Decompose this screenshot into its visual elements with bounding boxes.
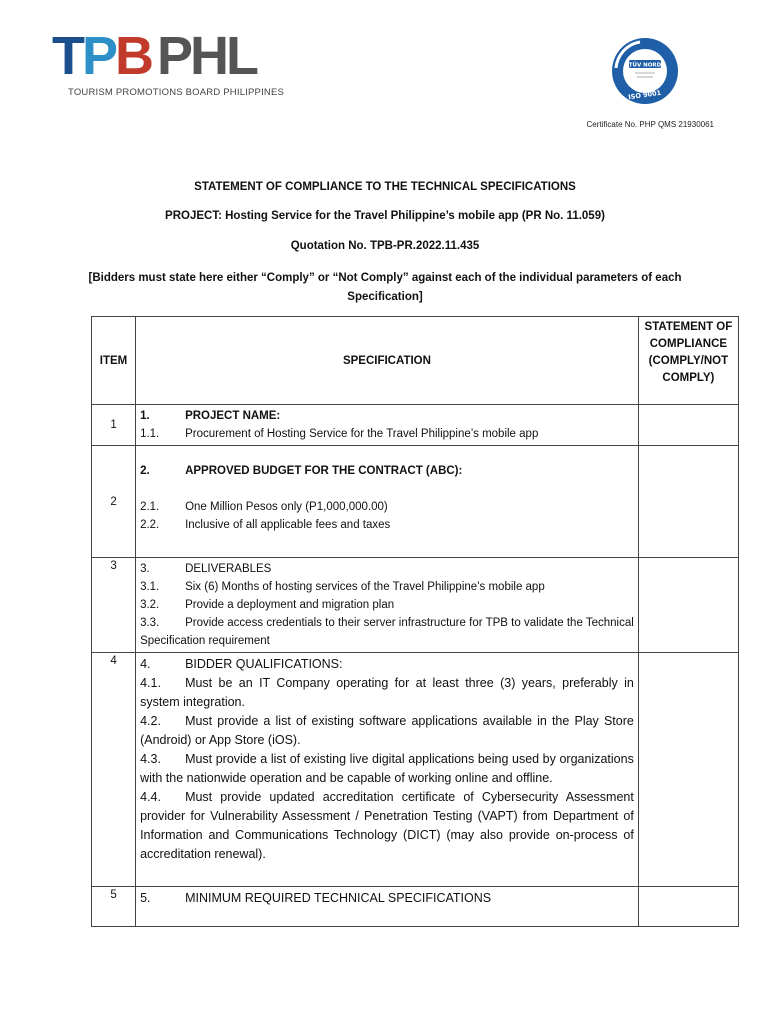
row-item-number bbox=[92, 653, 136, 887]
header-compliance-text: STATEMENT OF COMPLIANCE (COMPLY/NOT COMPLY) bbox=[644, 321, 733, 384]
spec-line-number: 2.1. bbox=[140, 501, 160, 513]
table-row bbox=[92, 887, 739, 927]
row-specification bbox=[136, 558, 639, 653]
tpb-logo bbox=[52, 26, 292, 110]
row-item-number bbox=[92, 405, 136, 446]
bidder-instruction-text: [Bidders must state here either “Comply” or “Not Comply” against each of the individual parameters of each Specification] bbox=[88, 272, 682, 303]
logo-letter-b: B bbox=[115, 26, 152, 86]
item-number: 5 bbox=[110, 889, 117, 901]
logo-word: PHL bbox=[157, 26, 257, 86]
spec-line bbox=[140, 462, 634, 480]
item-number: 3 bbox=[110, 560, 117, 572]
row-item-number bbox=[92, 558, 136, 653]
spec-line-text: Must provide updated accreditation certificate of Cybersecurity Assessment provider for Vulnerability Assessment / Penetration Testing (VAPT) from Department of Information and Communications Technology (DICT) (may also provide on-process of accreditation renewal). bbox=[140, 790, 634, 861]
certificate-number: Certificate No. PHP QMS 21930061 bbox=[586, 120, 714, 129]
spec-line bbox=[140, 425, 634, 443]
bidder-instruction bbox=[0, 269, 770, 307]
compliance-cell[interactable] bbox=[638, 558, 738, 653]
project-title: PROJECT: Hosting Service for the Travel Philippine’s mobile app (PR No. 11.059) bbox=[165, 210, 605, 222]
spec-line-number: 4.1. bbox=[140, 676, 161, 690]
spec-line bbox=[140, 596, 634, 614]
spec-line-number: 4. bbox=[140, 657, 151, 671]
spec-line bbox=[140, 712, 634, 750]
spec-line-number: 2.2. bbox=[140, 519, 160, 531]
spec-line-text: Inclusive of all applicable fees and taxes bbox=[185, 519, 391, 531]
spec-line-text: One Million Pesos only (P1,000,000.00) bbox=[185, 501, 388, 513]
row-specification bbox=[136, 653, 639, 887]
compliance-cell[interactable] bbox=[638, 405, 738, 446]
spec-line-number: 3.1. bbox=[140, 581, 160, 593]
spec-line-text: BIDDER QUALIFICATIONS: bbox=[185, 657, 343, 671]
header-specification: SPECIFICATION bbox=[136, 317, 639, 405]
row-specification bbox=[136, 446, 639, 558]
compliance-cell[interactable] bbox=[638, 446, 738, 558]
quotation-number: Quotation No. TPB-PR.2022.11.435 bbox=[290, 240, 480, 252]
spec-line bbox=[140, 614, 634, 650]
spec-line-text: DELIVERABLES bbox=[185, 563, 272, 575]
spec-line bbox=[140, 560, 634, 578]
row-item-number bbox=[92, 446, 136, 558]
compliance-cell[interactable] bbox=[638, 887, 738, 927]
item-number: 1 bbox=[110, 419, 117, 431]
spec-line-text: Six (6) Months of hosting services of the Travel Philippine’s mobile app bbox=[185, 581, 545, 593]
spec-line-number: 4.2. bbox=[140, 714, 161, 728]
spec-line bbox=[140, 498, 634, 516]
row-item-number bbox=[92, 887, 136, 927]
spec-line-number: 5. bbox=[140, 891, 151, 905]
spec-line-number: 3.3. bbox=[140, 617, 160, 629]
table-header-row bbox=[92, 317, 739, 405]
item-number: 4 bbox=[110, 655, 117, 667]
spec-line bbox=[140, 788, 634, 864]
iso-seal bbox=[610, 36, 680, 106]
spec-line-number: 4.4. bbox=[140, 790, 161, 804]
spec-line-number: 1.1. bbox=[140, 428, 160, 440]
spec-line bbox=[140, 407, 634, 425]
spec-line-text: Procurement of Hosting Service for the Travel Philippine’s mobile app bbox=[185, 428, 539, 440]
spec-line-text: Must provide a list of existing live digital applications being used by organizations with the nationwide operation and be capable of working online and offline. bbox=[140, 752, 634, 785]
spec-line-number: 2. bbox=[140, 465, 150, 477]
spec-line bbox=[140, 750, 634, 788]
table-row bbox=[92, 405, 739, 446]
spec-line bbox=[140, 516, 634, 534]
spec-line-text: Must provide a list of existing software applications available in the Play Store (Android) or App Store (iOS). bbox=[140, 714, 634, 747]
seal-top-text: TÜV NORD bbox=[628, 62, 662, 69]
seal-bottom-text: ISO 9001 bbox=[627, 88, 662, 102]
row-specification bbox=[136, 405, 639, 446]
spec-line-text: Must be an IT Company operating for at least three (3) years, preferably in system integration. bbox=[140, 676, 634, 709]
compliance-cell[interactable] bbox=[638, 653, 738, 887]
table-row bbox=[92, 558, 739, 653]
logo-letter-t: T bbox=[52, 26, 82, 86]
header-compliance bbox=[638, 317, 738, 405]
statement-title: STATEMENT OF COMPLIANCE TO THE TECHNICAL SPECIFICATIONS bbox=[194, 181, 576, 193]
spec-line bbox=[140, 655, 634, 674]
item-number: 2 bbox=[110, 495, 117, 508]
header-item: ITEM bbox=[92, 317, 136, 405]
spec-line-text: Provide access credentials to their server infrastructure for TPB to validate the Technical Specification requirement bbox=[140, 617, 634, 647]
spec-line-number: 3. bbox=[140, 563, 150, 575]
spec-line-number: 3.2. bbox=[140, 599, 160, 611]
spec-line-text: APPROVED BUDGET FOR THE CONTRACT (ABC): bbox=[185, 465, 463, 477]
row-specification bbox=[136, 887, 639, 927]
logo-subtitle: TOURISM PROMOTIONS BOARD PHILIPPINES bbox=[68, 87, 285, 98]
table-row bbox=[92, 446, 739, 558]
spec-line-text: Provide a deployment and migration plan bbox=[185, 599, 395, 611]
spec-line-text: MINIMUM REQUIRED TECHNICAL SPECIFICATIONS bbox=[185, 891, 492, 905]
spec-line bbox=[140, 889, 634, 908]
spec-line-number: 4.3. bbox=[140, 752, 161, 766]
spec-line bbox=[140, 578, 634, 596]
specification-table bbox=[91, 316, 739, 927]
spec-line bbox=[140, 674, 634, 712]
logo-letter-p: P bbox=[82, 26, 116, 86]
table-row bbox=[92, 653, 739, 887]
spec-line-text: PROJECT NAME: bbox=[185, 410, 281, 422]
spec-line-number: 1. bbox=[140, 410, 150, 422]
